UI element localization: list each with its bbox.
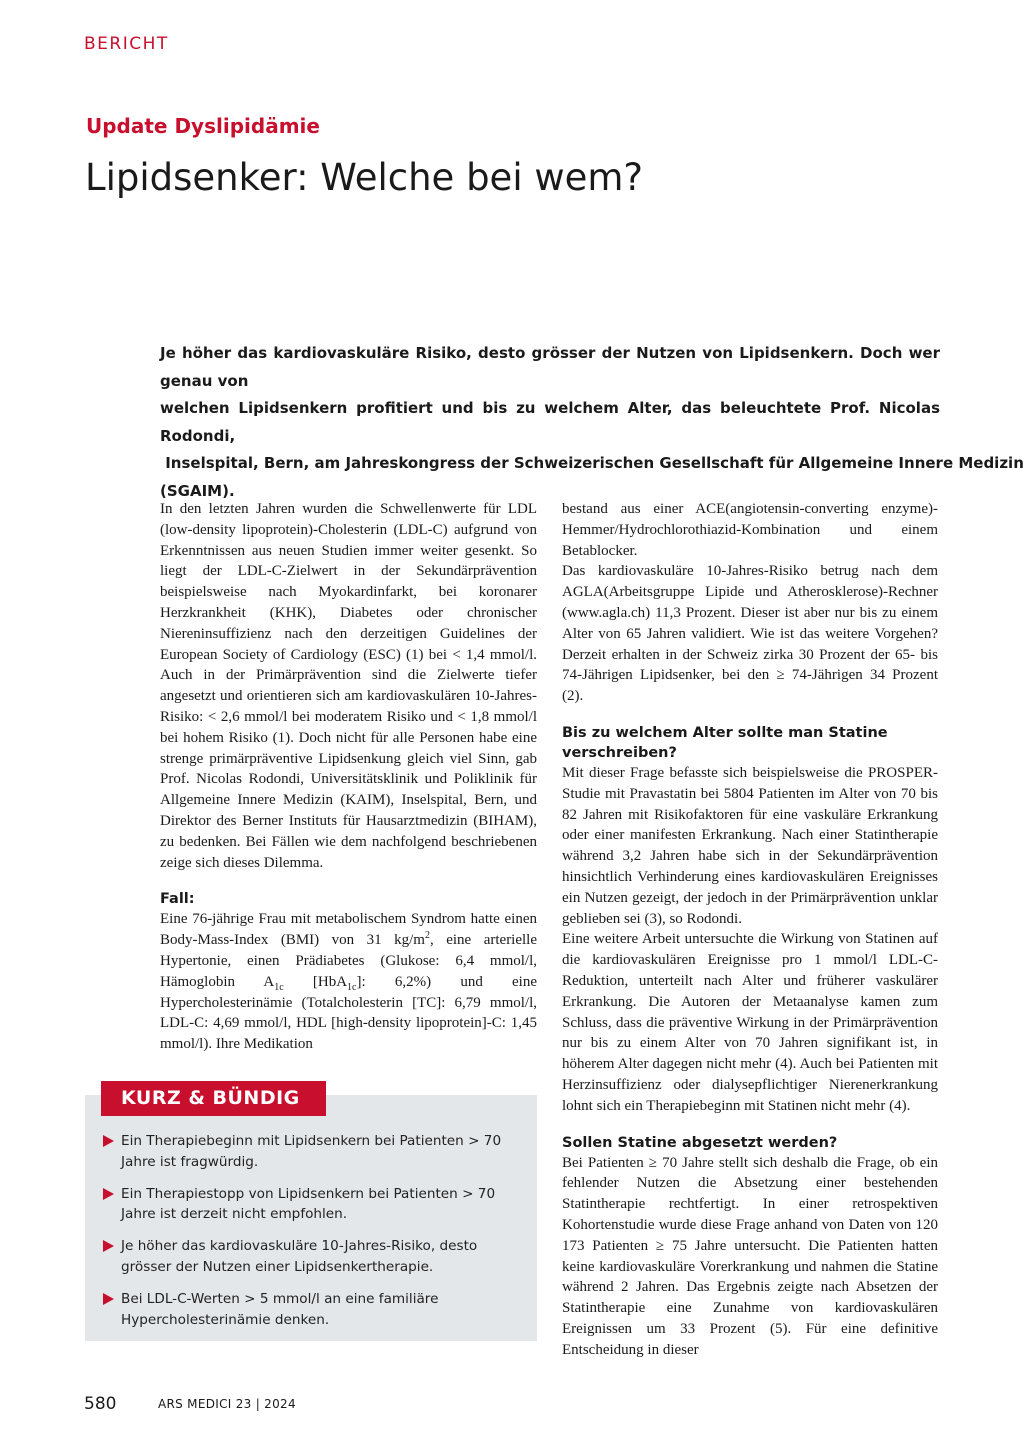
summary-box bbox=[85, 1095, 537, 1341]
lead-line: (SGAIM). bbox=[160, 481, 235, 500]
left-column bbox=[160, 499, 537, 1055]
summary-item: Bei LDL-C-Werten > 5 mmol/l an eine familiäre Hypercholesterinämie denken. bbox=[103, 1289, 531, 1331]
lead-line: Je höher das kardiovaskuläre Risiko, desto grösser der Nutzen von Lipidsenkern. Doch wer genau von bbox=[160, 344, 940, 390]
summary-item: Je höher das kardiovaskuläre 10-Jahres-Risiko, desto grösser der Nutzen einer Lipidsenkertherapie. bbox=[103, 1236, 531, 1278]
summary-item: Ein Therapiestopp von Lipidsenkern bei Patienten > 70 Jahre ist derzeit nicht empfohlen. bbox=[103, 1184, 531, 1226]
article-title: Lipidsenker: Welche bei wem? bbox=[85, 156, 644, 199]
fall-paragraph: Eine 76-jährige Frau mit metabolischem Syndrom hatte einen Body-Mass-Index (BMI) von 31 $kg/m^2$, eine arterielle Hypertonie, einen Prädiabetes (Glukose: 6,4 mmol/l, Hämoglobin $A_{1c}$ [HbA$_{1c}$]: 6,2%) und eine Hypercholesterinämie (Totalcholesterin [TC]: 6,79 mmol/l, LDL-C: 4,69 mmol/l, HDL [high-density lipoprotein]-C: 1,45 mmol/l). Ihre Medikation bbox=[160, 911, 538, 1053]
summary-list bbox=[103, 1131, 531, 1341]
fall-heading: Fall: bbox=[160, 891, 195, 908]
lead-paragraph bbox=[160, 340, 1024, 505]
section-label: BERICHT bbox=[84, 34, 169, 54]
superscript: 2 bbox=[424, 930, 430, 942]
body-paragraph: Das kardiovaskuläre 10-Jahres-Risiko betrug nach dem AGLA(Arbeitsgruppe Lipide und Atherosklerose)-Rechner (www.agla.ch) 11,3 Prozent. Dieser ist aber nur bis zu einem Alter von 65 Jahren validiert. Wie ist das weitere Vorgehen? Derzeit erhalten in der Schweiz zirka 30 Prozent der 65- bis 74-Jährigen Lipidsenker, bei den ≥ 74-Jährigen 34 Prozent (2). bbox=[562, 563, 938, 705]
lead-line: Inselspital, Bern, am Jahreskongress der Schweizerischen Gesellschaft für Allgemeine Innere Medizin bbox=[160, 454, 1024, 472]
summary-box-heading: KURZ & BÜNDIG bbox=[101, 1081, 326, 1116]
section-heading: Bis zu welchem Alter sollte man Statine verschreiben? bbox=[562, 724, 888, 761]
bullet-triangle-icon bbox=[103, 1293, 114, 1305]
bullet-triangle-icon bbox=[103, 1188, 114, 1200]
subscript: 1c bbox=[274, 981, 284, 993]
body-paragraph: Eine weitere Arbeit untersuchte die Wirkung von Statinen auf die kardiovaskulären Ereignisse pro 1 mmol/l LDL-C-Reduktion, unterteilt nach Alter und früherer vaskulärer Erkrankung. Die Autoren der Metaanalyse kamen zum Schluss, dass die präventive Wirkung in der Primärprävention nur bis zu einem Alter von 70 Jahren signifikant ist, in höherem Alter dagegen nicht mehr (4). Auch bei Patienten mit Herzinsuffizienz oder dialysepflichtiger Nierenerkrankung lohnt sich ein Therapiebeginn mit Statinen nicht mehr (4). bbox=[562, 931, 938, 1114]
body-paragraph: Mit dieser Frage befasste sich beispielsweise die PROSPER-Studie mit Pravastatin bei 5804 Patienten im Alter von 70 bis 82 Jahren mit Risikofaktoren für eine vaskuläre Erkrankung oder einer manifesten Erkrankung. Nach einer Statintherapie während 3,2 Jahren habe sich in der Sekundärprävention hinsichtlich Verhinderung eines kardiovaskulären Ereignisses ein Nutzen gezeigt, der jedoch in der Primärprävention unklar geblieben sei (3), so Rodondi. bbox=[562, 764, 938, 927]
lead-line: welchen Lipidsenkern profitiert und bis zu welchem Alter, das beleuchtete Prof. Nicolas Rodondi, bbox=[160, 399, 940, 445]
bullet-triangle-icon bbox=[103, 1240, 114, 1252]
body-paragraph: bestand aus einer ACE(angiotensin-converting enzyme)-Hemmer/Hydrochlorothiazid-Kombination und einem Betablocker. bbox=[562, 501, 938, 559]
body-paragraph: Bei Patienten ≥ 70 Jahre stellt sich deshalb die Frage, ob ein fehlender Nutzen die Absetzung einer bestehenden Statintherapie rechtfertigt. In einer retrospektiven Kohortenstudie wurde diese Frage anhand von Daten von 120 173 Patienten ≥ 75 Jahre untersucht. Die Patienten hatten keine kardiovaskuläre Vorerkrankung und nahmen die Statine während 2 Jahren. Das Ergebnis zeigte nach Absetzen der Statintherapie eine Zunahme von kardiovaskulären Ereignissen um 33 Prozent (5). Für eine definitive Entscheidung in dieser bbox=[562, 1154, 938, 1358]
bullet-triangle-icon bbox=[103, 1135, 114, 1147]
summary-item: Ein Therapiebeginn mit Lipidsenkern bei Patienten > 70 Jahre ist fragwürdig. bbox=[103, 1131, 531, 1173]
journal-name: ARS MEDICI 23 | 2024 bbox=[158, 1397, 296, 1411]
article-kicker: Update Dyslipidämie bbox=[86, 114, 320, 138]
page-number: 580 bbox=[84, 1394, 117, 1414]
right-column bbox=[562, 499, 938, 1360]
intro-paragraph: In den letzten Jahren wurden die Schwellenwerte für LDL (low-density lipoprotein)-Cholesterin (LDL-C) aufgrund von Erkenntnissen aus neuen Studien immer weiter gesenkt. So liegt der LDL-C-Zielwert in der Sekundärprävention beispielsweise nach Myokardinfarkt, bei koronarer Herzkrankheit (KHK), Diabetes oder chronischer Niereninsuffizienz nach den derzeitigen Guidelines der European Society of Cardiology (ESC) (1) bei < 1,4 mmol/l. Auch in der Primärprävention sind die Zielwerte tiefer angesetzt und orientieren sich am kardiovaskulären 10-Jahres-Risiko: < 2,6 mmol/l bei moderatem Risiko und < 1,8 mmol/l bei hohem Risiko (1). Doch nicht für alle Personen habe eine strenge primärpräventive Lipidsenkung gleich viel Sinn, gab Prof. Nicolas Rodondi, Universitätsklinik und Poliklinik für Allgemeine Innere Medizin (KAIM), Inselspital, Bern, und Direktor des Berner Instituts für Hausarztmedizin (BIHAM), zu bedenken. Bei Fällen wie dem nachfolgend beschriebenen zeige sich dieses Dilemma. bbox=[160, 501, 537, 871]
subscript: 1c bbox=[347, 981, 357, 993]
section-heading: Sollen Statine abgesetzt werden? bbox=[562, 1134, 838, 1151]
